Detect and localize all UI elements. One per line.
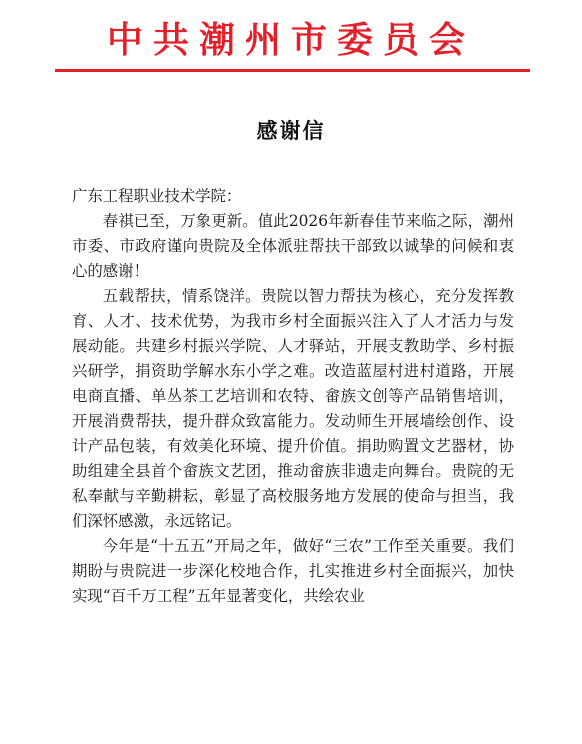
letter-title: 感谢信	[256, 118, 326, 143]
letter-paragraph: 春祺已至，万象更新。值此2026年新春佳节来临之际，潮州市委、市政府谨向贵院及全体派驻帮扶干部致以诚挚的问候和衷心的感谢！	[72, 212, 514, 280]
letter-body	[72, 184, 514, 609]
organization-masthead: 中共潮州市委员会	[106, 19, 475, 61]
letter-paragraph: 五载帮扶，情系饶洋。贵院以智力帮扶为核心，充分发挥教育、人才、技术优势，为我市乡村全面振兴注入了人才活力与发展动能。共建乡村振兴学院、人才驿站，开展支教助学、乡村振兴研学，捐资助学解水东小学之难。改造蓝屋村进村道路，开展电商直播、单丛茶工艺培训和农特、畲族文创等产品销售培训，开展消费帮扶，提升群众致富能力。发动师生开展墙绘创作、设计产品包装，有效美化环境、提升价值。捐助购置文艺器材，协助组建全县首个畲族文艺团，推动畲族非遗走向舞台。贵院的无私奉献与辛勤耕耘，彰显了高校服务地方发展的使命与担当，我们深怀感激，永远铭记。	[72, 287, 514, 530]
letter-paragraph: 今年是“十五五”开局之年，做好“三农”工作至关重要。我们期盼与贵院进一步深化校地合作，扎实推进乡村全面振兴，加快实现“百千万工程”五年显著变化，共绘农业	[72, 537, 514, 605]
letter-salutation: 广东工程职业技术学院：	[72, 187, 242, 205]
masthead-divider	[55, 69, 530, 72]
